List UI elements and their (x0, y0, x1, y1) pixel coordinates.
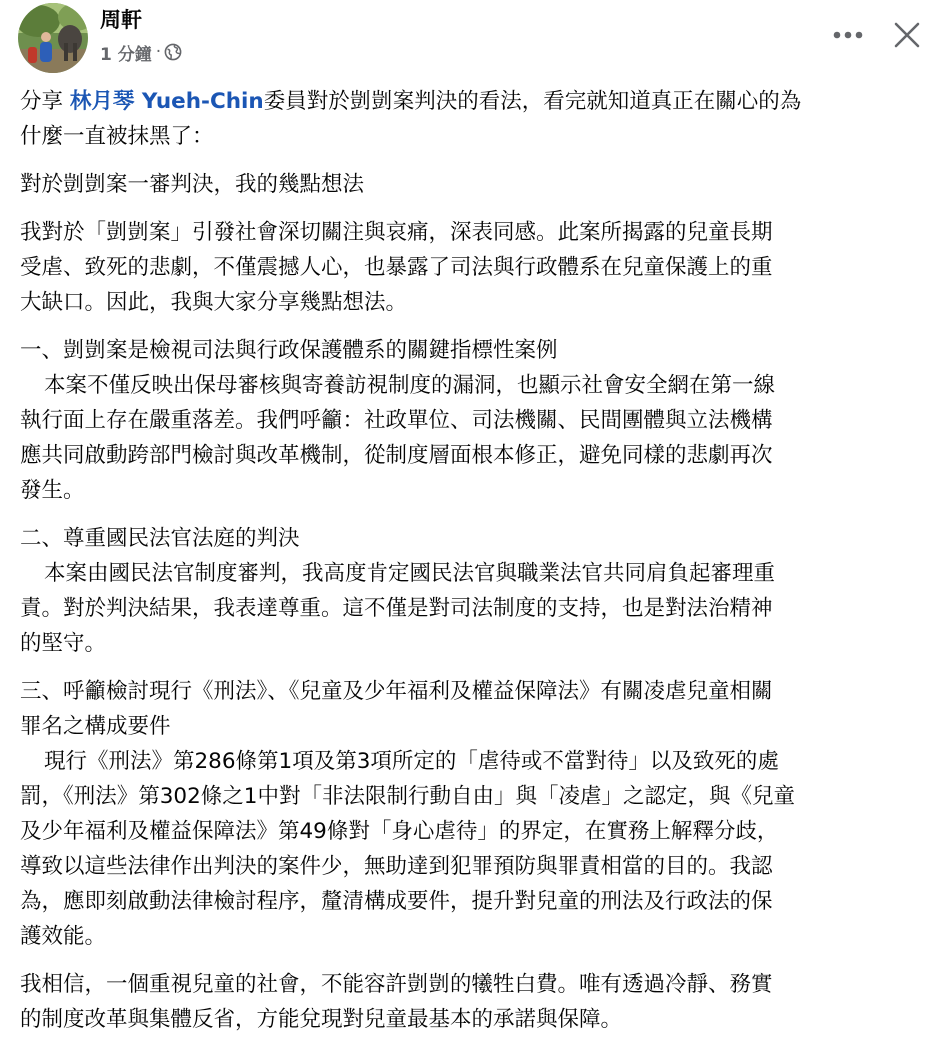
point-2-line: 本案由國民法官制度審判，我高度肯定國民法官與職業法官共同肩負起審理重 (44, 561, 776, 586)
mention-link[interactable]: 林月琴 Yueh-Chin (69, 89, 264, 114)
post-time[interactable]: 1 分鐘 (100, 44, 152, 65)
point-3-heading-cont: 罪名之構成要件 (20, 714, 171, 739)
paragraph-1-line: 大缺口。因此，我與大家分享幾點想法。 (20, 290, 408, 315)
point-3-line: 導致以這些法律作出判決的案件少，無助達到犯罪預防與罪責相當的目的。我認 (20, 854, 773, 879)
post-title: 對於剴剴案一審判決，我的幾點想法 (20, 172, 365, 197)
point-2-heading: 二、尊重國民法官法庭的判決 (20, 526, 300, 551)
point-1-heading: 一、剴剴案是檢視司法與行政保護體系的關鍵指標性案例 (20, 338, 558, 363)
post-body (20, 84, 932, 1050)
intro-line-2: 什麼一直被抹黑了： (20, 124, 214, 149)
paragraph-1-line: 受虐、致死的悲劇，不僅震撼人心，也暴露了司法與行政體系在兒童保護上的重 (20, 255, 773, 280)
avatar[interactable] (18, 3, 88, 73)
closing-line: 的制度改革與集體反省，方能兌現對兒童最基本的承諾與保障。 (20, 1007, 623, 1032)
post-header (0, 0, 942, 80)
close-button[interactable] (886, 14, 928, 56)
point-3-line: 罰，《刑法》第302條之1中對「非法限制行動自由」與「凌虐」之認定，與《兒童 (20, 784, 795, 809)
meta-separator: · (155, 42, 162, 62)
point-2-line: 的堅守。 (20, 631, 107, 656)
author-name[interactable]: 周軒 (100, 8, 142, 32)
point-1-line: 發生。 (20, 478, 85, 503)
paragraph-1-line: 我對於「剴剴案」引發社會深切關注與哀痛，深表同感。此案所揭露的兒童長期 (20, 220, 773, 245)
point-1-line: 應共同啟動跨部門檢討與改革機制，從制度層面根本修正，避免同樣的悲劇再次 (20, 443, 773, 468)
point-3-line: 護效能。 (20, 924, 107, 949)
point-1 (20, 333, 932, 508)
point-2 (20, 521, 932, 661)
avatar-photo (18, 3, 88, 73)
paragraph-1 (20, 215, 932, 320)
intro-prefix: 分享 (20, 89, 70, 114)
point-3-line: 現行《刑法》第286條第1項及第3項所定的「虐待或不當對待」以及致死的處 (44, 749, 779, 774)
point-3-line: 為，應即刻啟動法律檢討程序，釐清構成要件，提升對兒童的刑法及行政法的保 (20, 889, 773, 914)
globe-icon[interactable] (164, 43, 182, 61)
more-dots-icon (833, 31, 863, 39)
intro-paragraph (20, 84, 932, 154)
closing-paragraph (20, 967, 932, 1037)
point-3-heading: 三、呼籲檢討現行《刑法》、《兒童及少年福利及權益保障法》有關凌虐兒童相關 (20, 679, 773, 704)
point-1-line: 本案不僅反映出保母審核與寄養訪視制度的漏洞，也顯示社會安全網在第一線 (44, 373, 776, 398)
closing-line: 我相信，一個重視兒童的社會，不能容許剴剴的犧牲白費。唯有透過冷靜、務實 (20, 972, 773, 997)
point-3-line: 及少年福利及權益保障法》第49條對「身心虐待」的界定，在實務上解釋分歧， (20, 819, 779, 844)
point-2-line: 責。對於判決結果，我表達尊重。這不僅是對司法制度的支持，也是對法治精神 (20, 596, 773, 621)
point-3 (20, 674, 932, 954)
intro-line-1: 委員對於剴剴案判決的看法，看完就知道真正在關心的為 (263, 89, 802, 114)
post-meta (100, 39, 182, 65)
close-icon (894, 22, 920, 48)
point-1-line: 執行面上存在嚴重落差。我們呼籲：社政單位、司法機關、民間團體與立法機構 (20, 408, 773, 433)
more-options-button[interactable] (826, 18, 870, 52)
